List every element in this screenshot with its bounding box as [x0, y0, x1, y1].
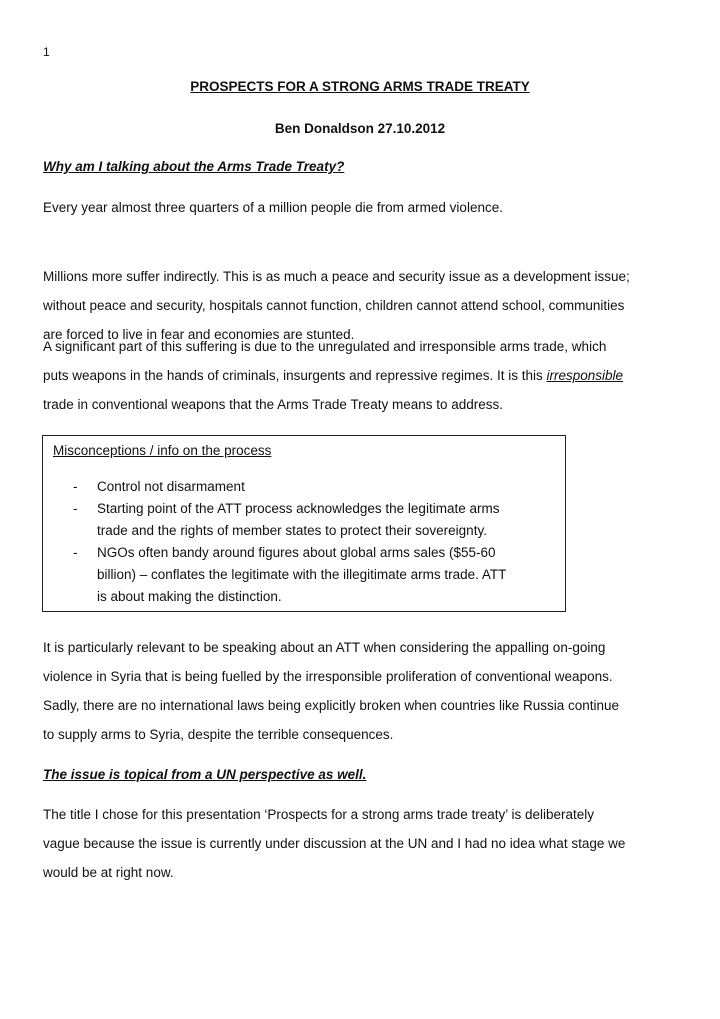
paragraph-line: are forced to live in fear and economies are stunted.: [43, 327, 355, 342]
bullet-dash: -: [73, 545, 78, 560]
paragraph-line: violence in Syria that is being fuelled by the irresponsible proliferation of conventional weapons.: [43, 669, 613, 684]
bullet-line: trade and the rights of member states to protect their sovereignty.: [97, 523, 487, 538]
paragraph-line: The title I chose for this presentation ‘Prospects for a strong arms trade treaty’ is deliberately: [43, 807, 595, 822]
bullet-dash: -: [73, 479, 78, 494]
section-heading-why: Why am I talking about the Arms Trade Treaty?: [43, 159, 345, 174]
section-heading-topical: The issue is topical from a UN perspective as well.: [43, 767, 367, 782]
bullet-item: [73, 542, 506, 608]
emphasized-word: irresponsible: [546, 368, 624, 383]
page-number: 1: [43, 45, 50, 59]
bullet-line: Starting point of the ATT process acknowledges the legitimate arms: [97, 501, 500, 516]
box-title: Misconceptions / info on the process: [53, 443, 272, 458]
paragraph-line: Millions more suffer indirectly. This is as much a peace and security issue as a development issue;: [43, 269, 630, 284]
bullet-list: [73, 476, 506, 608]
bullet-item: [73, 498, 506, 542]
bullet-line: is about making the distinction.: [97, 589, 282, 604]
paragraph-syria: [43, 633, 683, 749]
paragraph-irresponsible-trade: [43, 332, 683, 419]
document-title: PROSPECTS FOR A STRONG ARMS TRADE TREATY: [190, 79, 530, 94]
paragraph-line: to supply arms to Syria, despite the terrible consequences.: [43, 727, 394, 742]
paragraph-line: vague because the issue is currently under discussion at the UN and I had no idea what stage we: [43, 836, 626, 851]
paragraph-line: Every year almost three quarters of a million people die from armed violence.: [43, 200, 503, 215]
bullet-line: billion) – conflates the legitimate with the illegitimate arms trade. ATT: [97, 567, 507, 582]
paragraph-line: Sadly, there are no international laws being explicitly broken when countries like Russia continue: [43, 698, 620, 713]
bullet-line: NGOs often bandy around figures about global arms sales ($55-60: [97, 545, 496, 560]
paragraph-line: without peace and security, hospitals cannot function, children cannot attend school, communities: [43, 298, 625, 313]
paragraph-line: It is particularly relevant to be speaking about an ATT when considering the appalling on-going: [43, 640, 606, 655]
misconceptions-box: [42, 435, 566, 612]
paragraph-line: would be at right now.: [43, 865, 174, 880]
paragraph-text: puts weapons in the hands of criminals, insurgents and repressive regimes. It is this: [43, 368, 547, 383]
paragraph-line: [43, 361, 683, 390]
paragraph-armed-violence: [43, 193, 683, 222]
paragraph-presentation-title: [43, 800, 683, 887]
paragraph-line: A significant part of this suffering is due to the unregulated and irresponsible arms trade, which: [43, 339, 607, 354]
paragraph-line: trade in conventional weapons that the Arms Trade Treaty means to address.: [43, 397, 504, 412]
author-date-line: Ben Donaldson 27.10.2012: [274, 121, 446, 136]
bullet-item: [73, 476, 506, 498]
bullet-dash: -: [73, 501, 78, 516]
bullet-line: Control not disarmament: [97, 479, 245, 494]
